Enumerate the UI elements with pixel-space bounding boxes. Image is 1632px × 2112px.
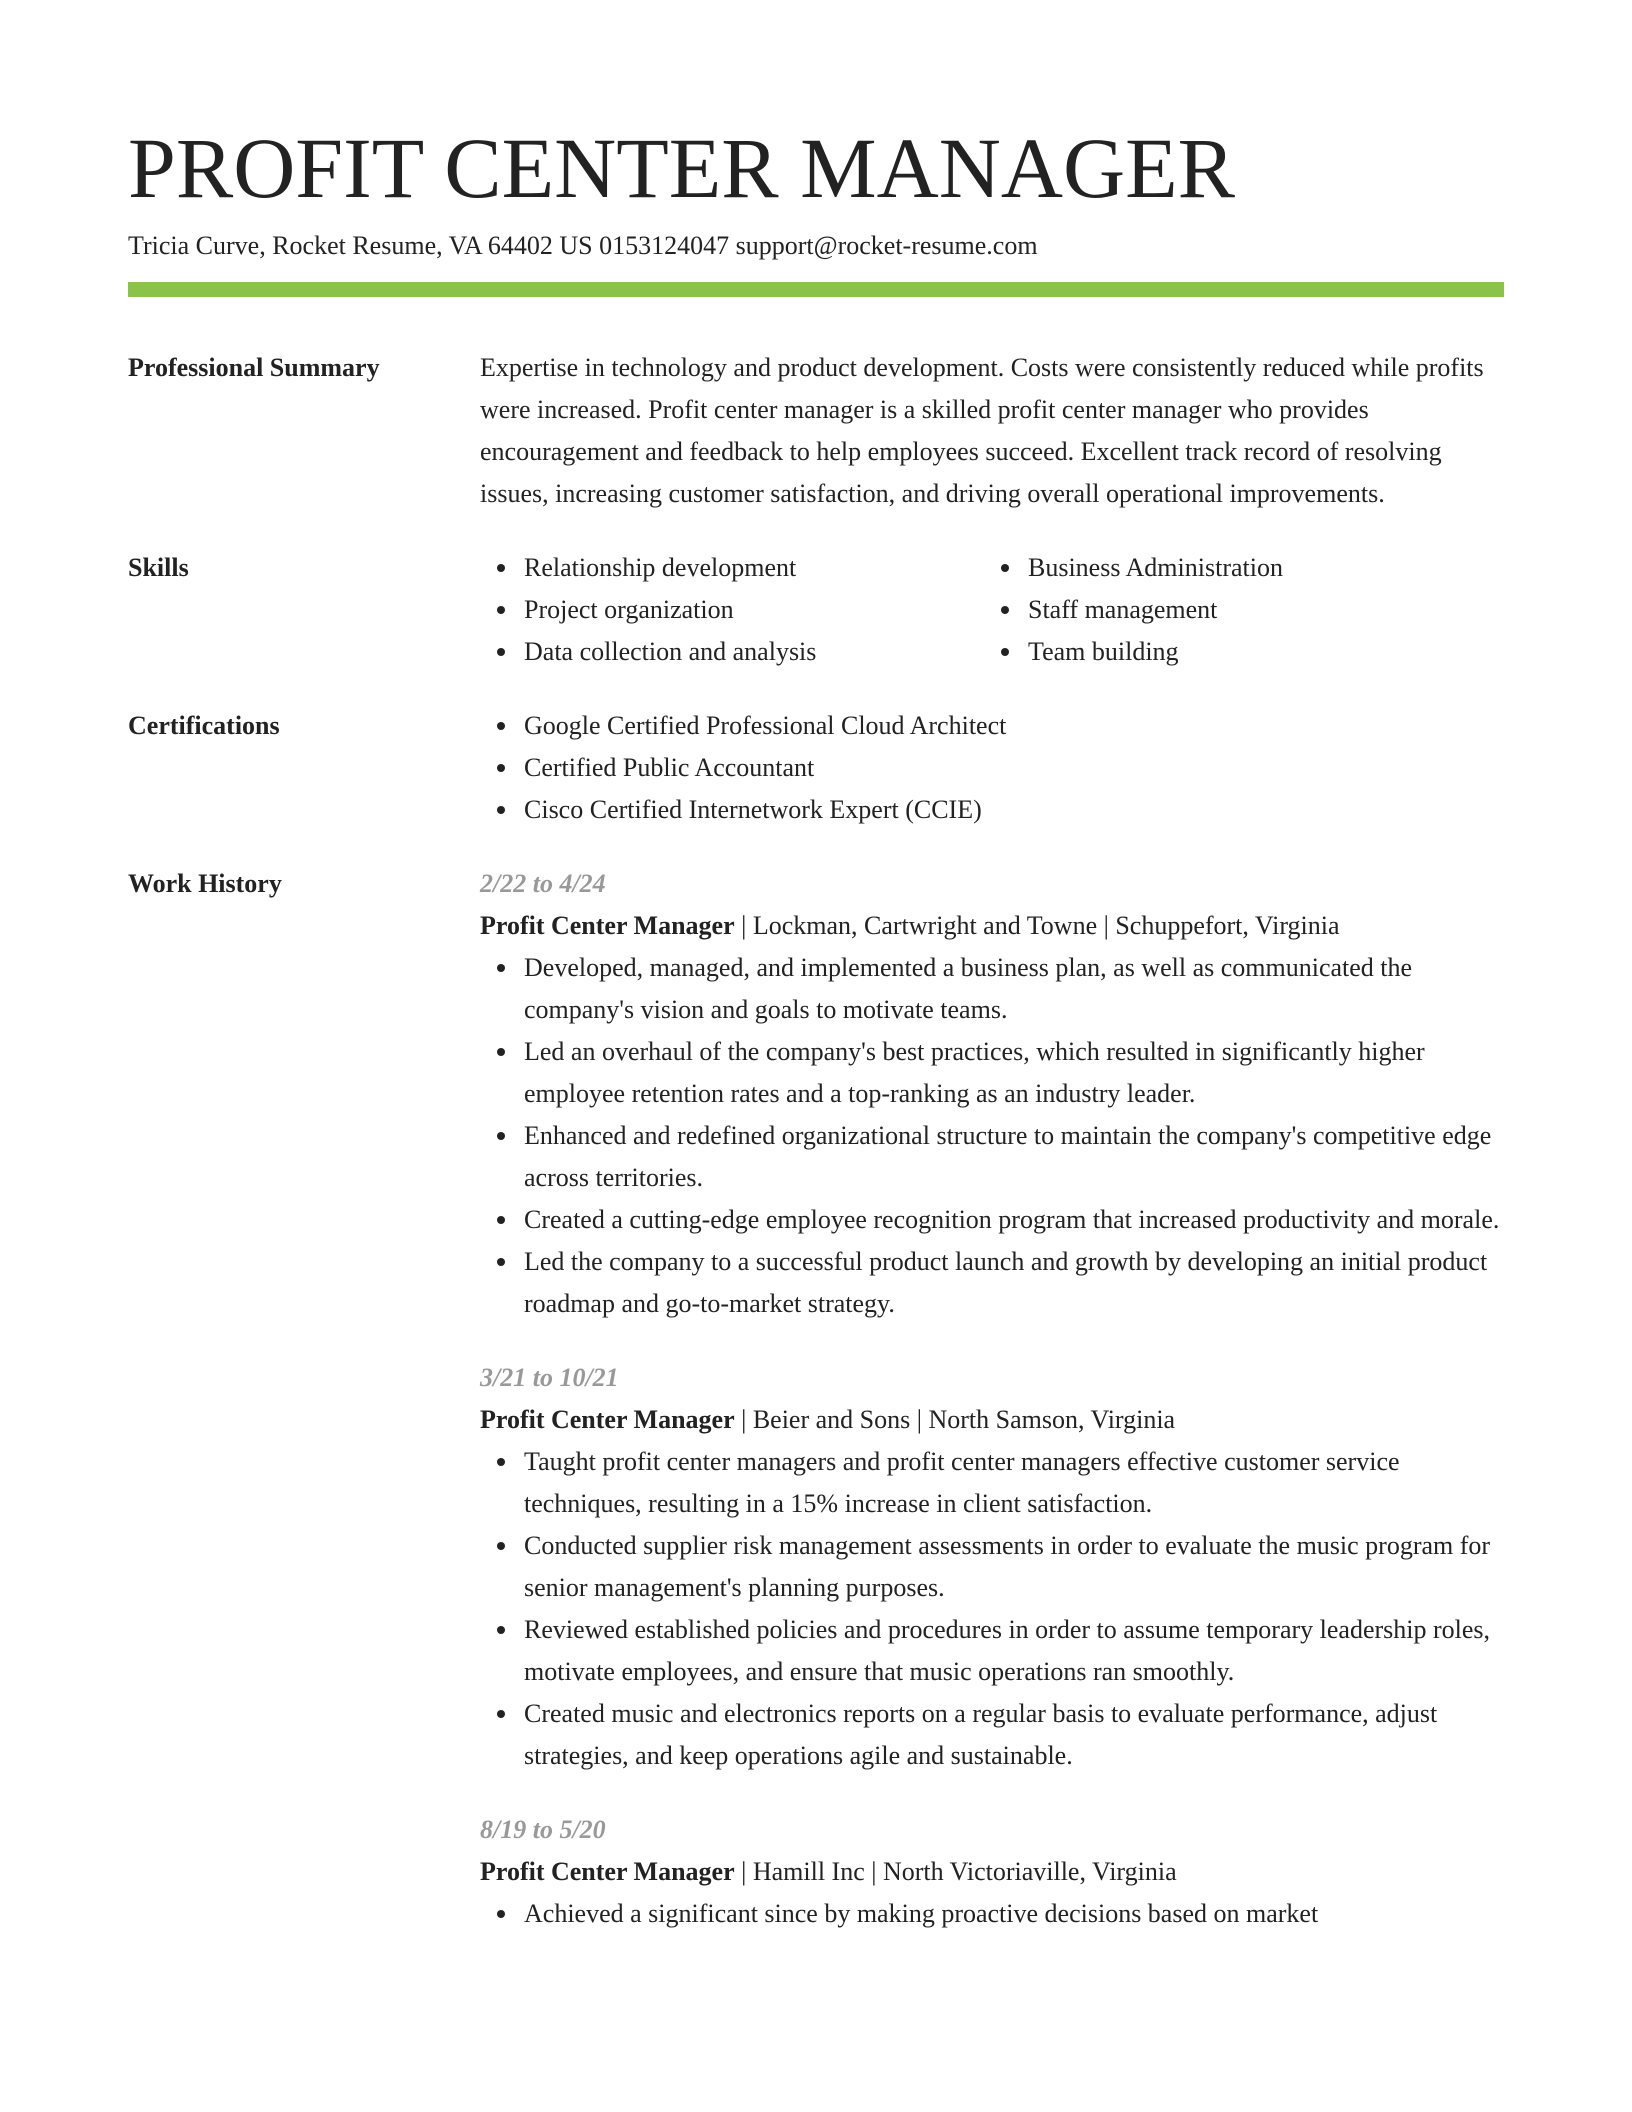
certifications-body bbox=[480, 705, 1504, 831]
job-heading bbox=[480, 905, 1504, 947]
work-history-body bbox=[480, 863, 1504, 1935]
skills-section bbox=[128, 547, 1504, 673]
job-bullet: Developed, managed, and implemented a business plan, as well as communicated the company's vision and goals to motivate teams. bbox=[524, 947, 1504, 1031]
skills-column-right bbox=[984, 547, 1488, 673]
skills-grid bbox=[480, 547, 1504, 673]
job-heading bbox=[480, 1399, 1504, 1441]
certifications-list bbox=[480, 705, 1504, 831]
job-bullet-list bbox=[480, 1441, 1504, 1777]
job-bullet: Conducted supplier risk management assessments in order to evaluate the music program for senior management's planning purposes. bbox=[524, 1525, 1504, 1609]
resume-page bbox=[128, 118, 1504, 1935]
skill-item: Project organization bbox=[524, 589, 984, 631]
job-employer-location: | Lockman, Cartwright and Towne | Schuppefort, Virginia bbox=[734, 911, 1340, 940]
job-dates: 8/19 to 5/20 bbox=[480, 1815, 606, 1844]
accent-divider bbox=[128, 282, 1504, 297]
job-bullet: Led an overhaul of the company's best practices, which resulted in significantly higher employee retention rates and a top-ranking as an industry leader. bbox=[524, 1031, 1504, 1115]
job-bullet: Created music and electronics reports on a regular basis to evaluate performance, adjust strategies, and keep operations agile and sustainable. bbox=[524, 1693, 1504, 1777]
resume-title: PROFIT CENTER MANAGER bbox=[128, 120, 1235, 216]
skill-item: Relationship development bbox=[524, 547, 984, 589]
summary-text: Expertise in technology and product development. Costs were consistently reduced while profits were increased. Profit center manager is a skilled profit center manager who provides encouragement and feedback to help employees succeed. Excellent track record of resolving issues, increasing customer satisfaction, and driving overall operational improvements. bbox=[480, 353, 1484, 508]
skill-item: Team building bbox=[1028, 631, 1488, 673]
work-history-label: Work History bbox=[128, 869, 282, 898]
skills-list-left bbox=[480, 547, 984, 673]
job-title: Profit Center Manager bbox=[480, 1857, 735, 1886]
certifications-section bbox=[128, 705, 1504, 831]
certification-item: Google Certified Professional Cloud Architect bbox=[524, 705, 1504, 747]
skills-column-left bbox=[480, 547, 984, 673]
job-bullet: Created a cutting-edge employee recognition program that increased productivity and morale. bbox=[524, 1199, 1504, 1241]
summary-label: Professional Summary bbox=[128, 353, 380, 382]
certification-item: Cisco Certified Internetwork Expert (CCIE) bbox=[524, 789, 1504, 831]
job-bullet: Enhanced and redefined organizational structure to maintain the company's competitive edge across territories. bbox=[524, 1115, 1504, 1199]
job-bullet: Led the company to a successful product launch and growth by developing an initial product roadmap and go-to-market strategy. bbox=[524, 1241, 1504, 1325]
summary-section bbox=[128, 347, 1504, 515]
skills-label: Skills bbox=[128, 553, 189, 582]
job-heading bbox=[480, 1851, 1504, 1893]
job-title: Profit Center Manager bbox=[480, 1405, 735, 1434]
skill-item: Data collection and analysis bbox=[524, 631, 984, 673]
skills-list-right bbox=[984, 547, 1488, 673]
job-entry bbox=[480, 1809, 1504, 1935]
job-title: Profit Center Manager bbox=[480, 911, 735, 940]
work-history-section bbox=[128, 863, 1504, 1935]
job-entry bbox=[480, 863, 1504, 1325]
job-employer-location: | Beier and Sons | North Samson, Virginia bbox=[734, 1405, 1176, 1434]
job-dates: 3/21 to 10/21 bbox=[480, 1363, 619, 1392]
job-bullet-list bbox=[480, 947, 1504, 1325]
job-bullet-list bbox=[480, 1893, 1504, 1935]
job-dates: 2/22 to 4/24 bbox=[480, 869, 606, 898]
certifications-label: Certifications bbox=[128, 711, 280, 740]
certification-item: Certified Public Accountant bbox=[524, 747, 1504, 789]
skills-body bbox=[480, 547, 1504, 673]
job-employer-location: | Hamill Inc | North Victoriaville, Virginia bbox=[734, 1857, 1177, 1886]
contact-line: Tricia Curve, Rocket Resume, VA 64402 US 0153124047 support@rocket-resume.com bbox=[128, 231, 1038, 260]
skill-item: Business Administration bbox=[1028, 547, 1488, 589]
job-bullet: Reviewed established policies and procedures in order to assume temporary leadership roles, motivate employees, and ensure that music operations ran smoothly. bbox=[524, 1609, 1504, 1693]
job-bullet: Taught profit center managers and profit center managers effective customer service techniques, resulting in a 15% increase in client satisfaction. bbox=[524, 1441, 1504, 1525]
job-bullet: Achieved a significant since by making proactive decisions based on market bbox=[524, 1893, 1504, 1935]
skill-item: Staff management bbox=[1028, 589, 1488, 631]
job-entry bbox=[480, 1357, 1504, 1777]
